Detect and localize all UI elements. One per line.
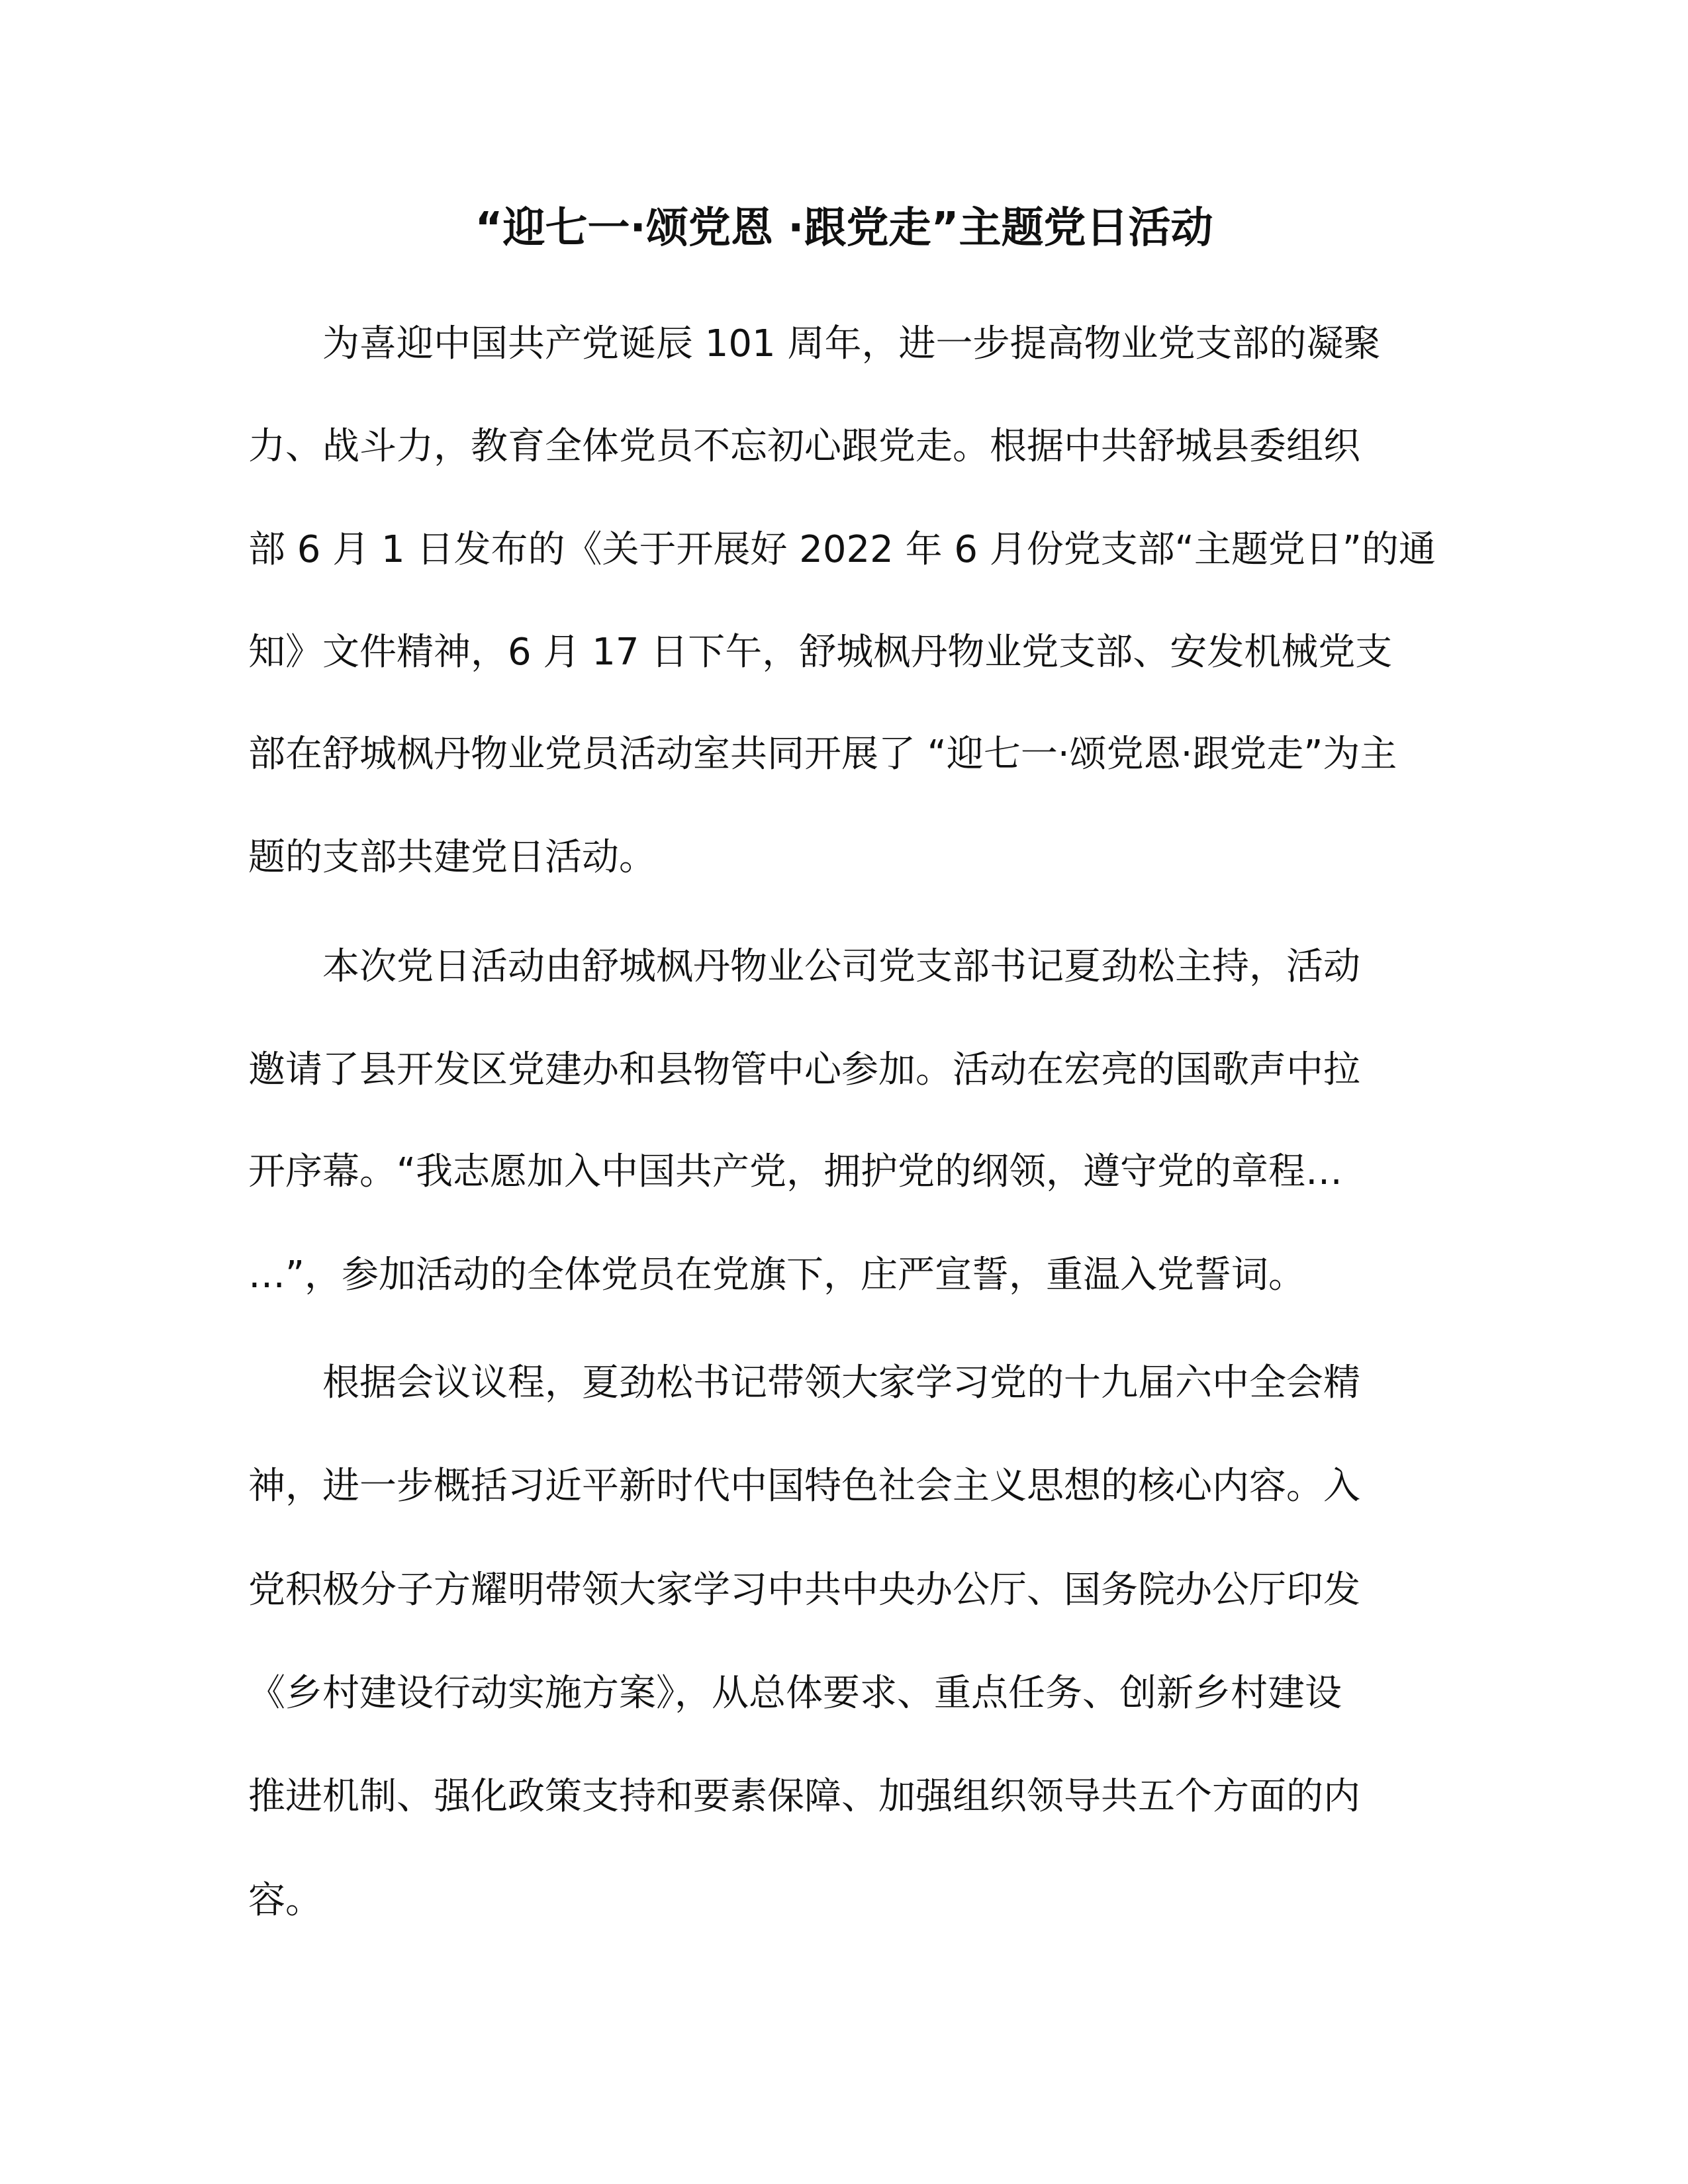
- paragraph-3-line-3: 党积极分子方耀明带领大家学习中共中央办公厅、国务院办公厅印发: [248, 1569, 1360, 1612]
- paragraph-3-line-4: 《乡村建设行动实施方案》，从总体要求、重点任务、创新乡村建设: [248, 1672, 1342, 1715]
- paragraph-1-line-2: 力、战斗力，教育全体党员不忘初心跟党走。根据中共舒城县委组织: [248, 425, 1360, 468]
- document-title: “迎七一·颂党恩 ·跟党走”主题党日活动: [475, 204, 1213, 253]
- paragraph-1-line-3: 部 6 月 1 日发布的《关于开展好 2022 年 6 月份党支部“主题党日”的通: [248, 528, 1436, 571]
- paragraph-1-line-6: 题的支部共建党日活动。: [248, 836, 656, 879]
- paragraph-3-line-5: 推进机制、强化政策支持和要素保障、加强组织领导共五个方面的内: [248, 1775, 1360, 1818]
- paragraph-1-line-5: 部在舒城枫丹物业党员活动室共同开展了 “迎七一·颂党恩·跟党走”为主: [248, 733, 1397, 776]
- paragraph-2-line-4: …”，参加活动的全体党员在党旗下，庄严宣誓，重温入党誓词。: [248, 1253, 1306, 1297]
- paragraph-3-line-1: 根据会议议程，夏劲松书记带领大家学习党的十九届六中全会精: [322, 1361, 1360, 1404]
- paragraph-1-line-1: 为喜迎中国共产党诞辰 101 周年，进一步提高物业党支部的凝聚: [322, 322, 1381, 365]
- paragraph-3-line-6: 容。: [248, 1879, 322, 1922]
- paragraph-3-line-2: 神，进一步概括习近平新时代中国特色社会主义思想的核心内容。入: [248, 1465, 1360, 1508]
- paragraph-1-line-4: 知》文件精神，6 月 17 日下午，舒城枫丹物业党支部、安发机械党支: [248, 631, 1393, 674]
- paragraph-2-line-3: 开序幕。“我志愿加入中国共产党，拥护党的纲领，遵守党的章程…: [248, 1150, 1343, 1193]
- paragraph-2-line-2: 邀请了县开发区党建办和县物管中心参加。活动在宏亮的国歌声中拉: [248, 1048, 1360, 1091]
- paragraph-2-line-1: 本次党日活动由舒城枫丹物业公司党支部书记夏劲松主持，活动: [322, 945, 1360, 988]
